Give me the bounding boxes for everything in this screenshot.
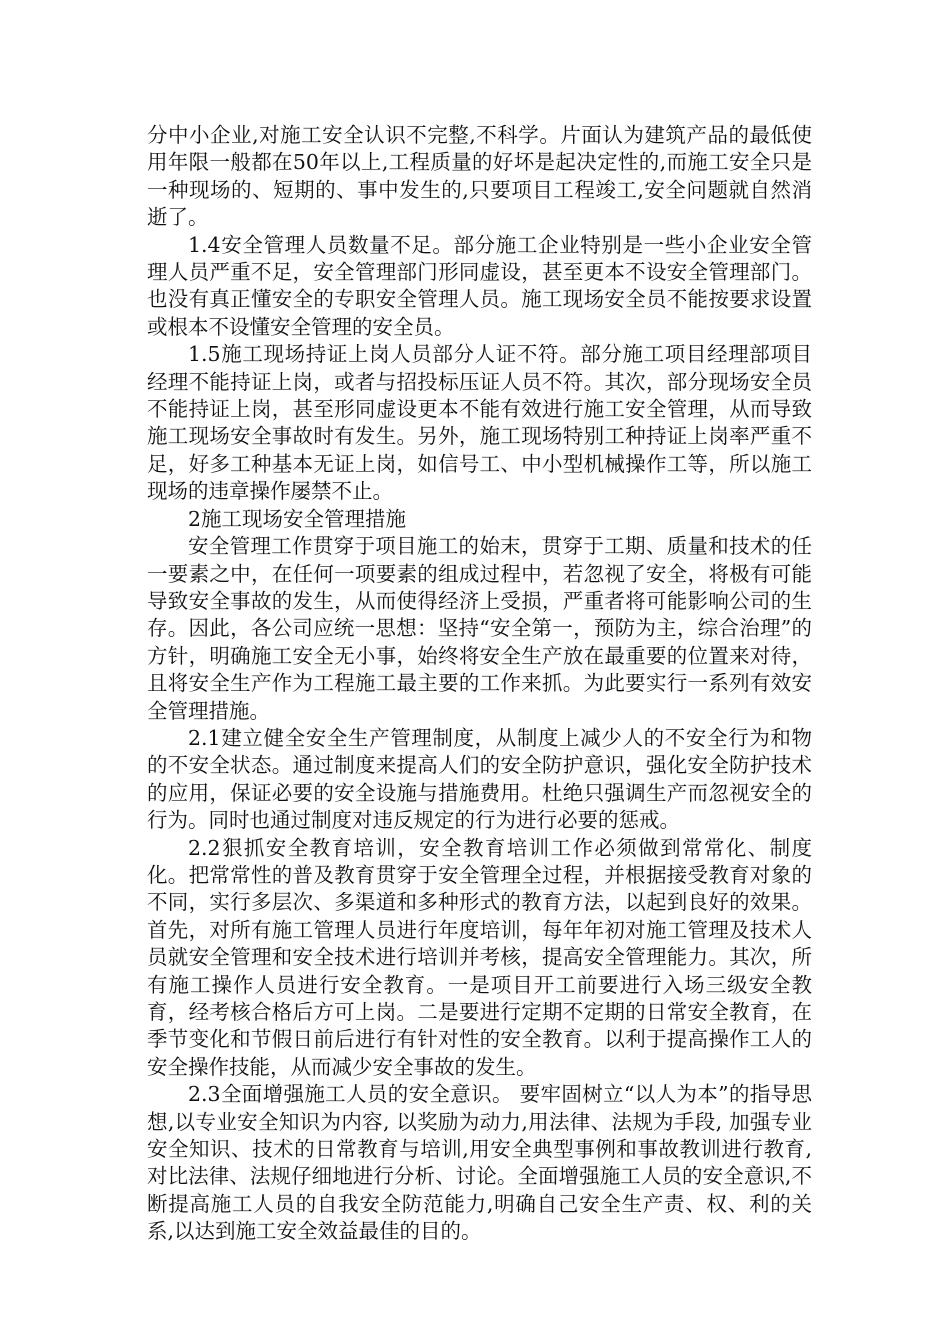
paragraph-2-3: 2.3全面增强施工人员的安全意识。 要牢固树立“以人为本”的指导思想,以专业安全知识为内容, 以奖励为动力,用法律、法规为手段, 加强专业安全知识、技术的日常教育与培训,用安全典型事例和事故教训进行教育,对比法律、法规仔细地进行分析、讨论。全面增强施工人员的安全意识,不断提高施工人员的自我安全防范能力,明确自己安全生产责、权、利的关系,以达到施工安全效益最佳的目的。 [147,1082,812,1244]
paragraph-1-5: 1.5施工现场持证上岗人员部分人证不符。部分施工项目经理部项目经理不能持证上岗，或者与招投标压证人员不符。其次，部分现场安全员不能持证上岗，甚至形同虚设更本不能有效进行施工安全管理，从而导致施工现场安全事故时有发生。另外，施工现场特别工种持证上岗率严重不足，好多工种基本无证上岗，如信号工、中小型机械操作工等，所以施工现场的违章操作屡禁不止。 [147,342,812,504]
paragraph-section-2-intro: 安全管理工作贯穿于项目施工的始末，贯穿于工期、质量和技术的任一要素之中，在任何一项要素的组成过程中，若忽视了安全，将极有可能导致安全事故的发生，从而使得经济上受损，严重者将可能影响公司的生存。因此，各公司应统一思想：坚持“安全第一，预防为主，综合治理”的方针，明确施工安全无小事，始终将安全生产放在最重要的位置来对待，且将安全生产作为工程施工最主要的工作来抓。为此要实行一系列有效安全管理措施。 [147,534,812,723]
paragraph-2-2: 2.2狠抓安全教育培训，安全教育培训工作必须做到常常化、制度化。把常常性的普及教育贯穿于安全管理全过程，并根据接受教育对象的不同，实行多层次、多渠道和多种形式的教育方法，以起到良好的效果。首先，对所有施工管理人员进行年度培训，每年年初对施工管理及技术人员就安全管理和安全技术进行培训并考核，提高安全管理能力。其次，所有施工操作人员进行安全教育。一是项目开工前要进行入场三级安全教育，经考核合格后方可上岗。二是要进行定期不定期的日常安全教育，在季节变化和节假日前后进行有针对性的安全教育。以利于提高操作工人的安全操作技能，从而减少安全事故的发生。 [147,835,812,1079]
paragraph-continuation: 分中小企业,对施工安全认识不完整,不科学。片面认为建筑产品的最低使用年限一般都在50年以上,工程质量的好坏是起决定性的,而施工安全只是一种现场的、短期的、事中发生的,只要项目工程竣工,安全问题就自然消逝了。 [147,123,812,230]
paragraph-2-1: 2.1建立健全安全生产管理制度，从制度上减少人的不安全行为和物的不安全状态。通过制度来提高人们的安全防护意识，强化安全防护技术的应用，保证必要的安全设施与措施费用。杜绝只强调生产而忽视安全的行为。同时也通过制度对违反规定的行为进行必要的惩戒。 [147,725,812,833]
document-page [147,122,812,1246]
paragraph-1-4: 1.4安全管理人员数量不足。部分施工企业特别是一些小企业安全管理人员严重不足，安全管理部门形同虚设，甚至更本不设安全管理部门。也没有真正懂安全的专职安全管理人员。施工现场安全员不能按要求设置或根本不设懂安全管理的安全员。 [147,232,812,339]
section-heading-2: 2施工现场安全管理措施 [188,506,407,531]
